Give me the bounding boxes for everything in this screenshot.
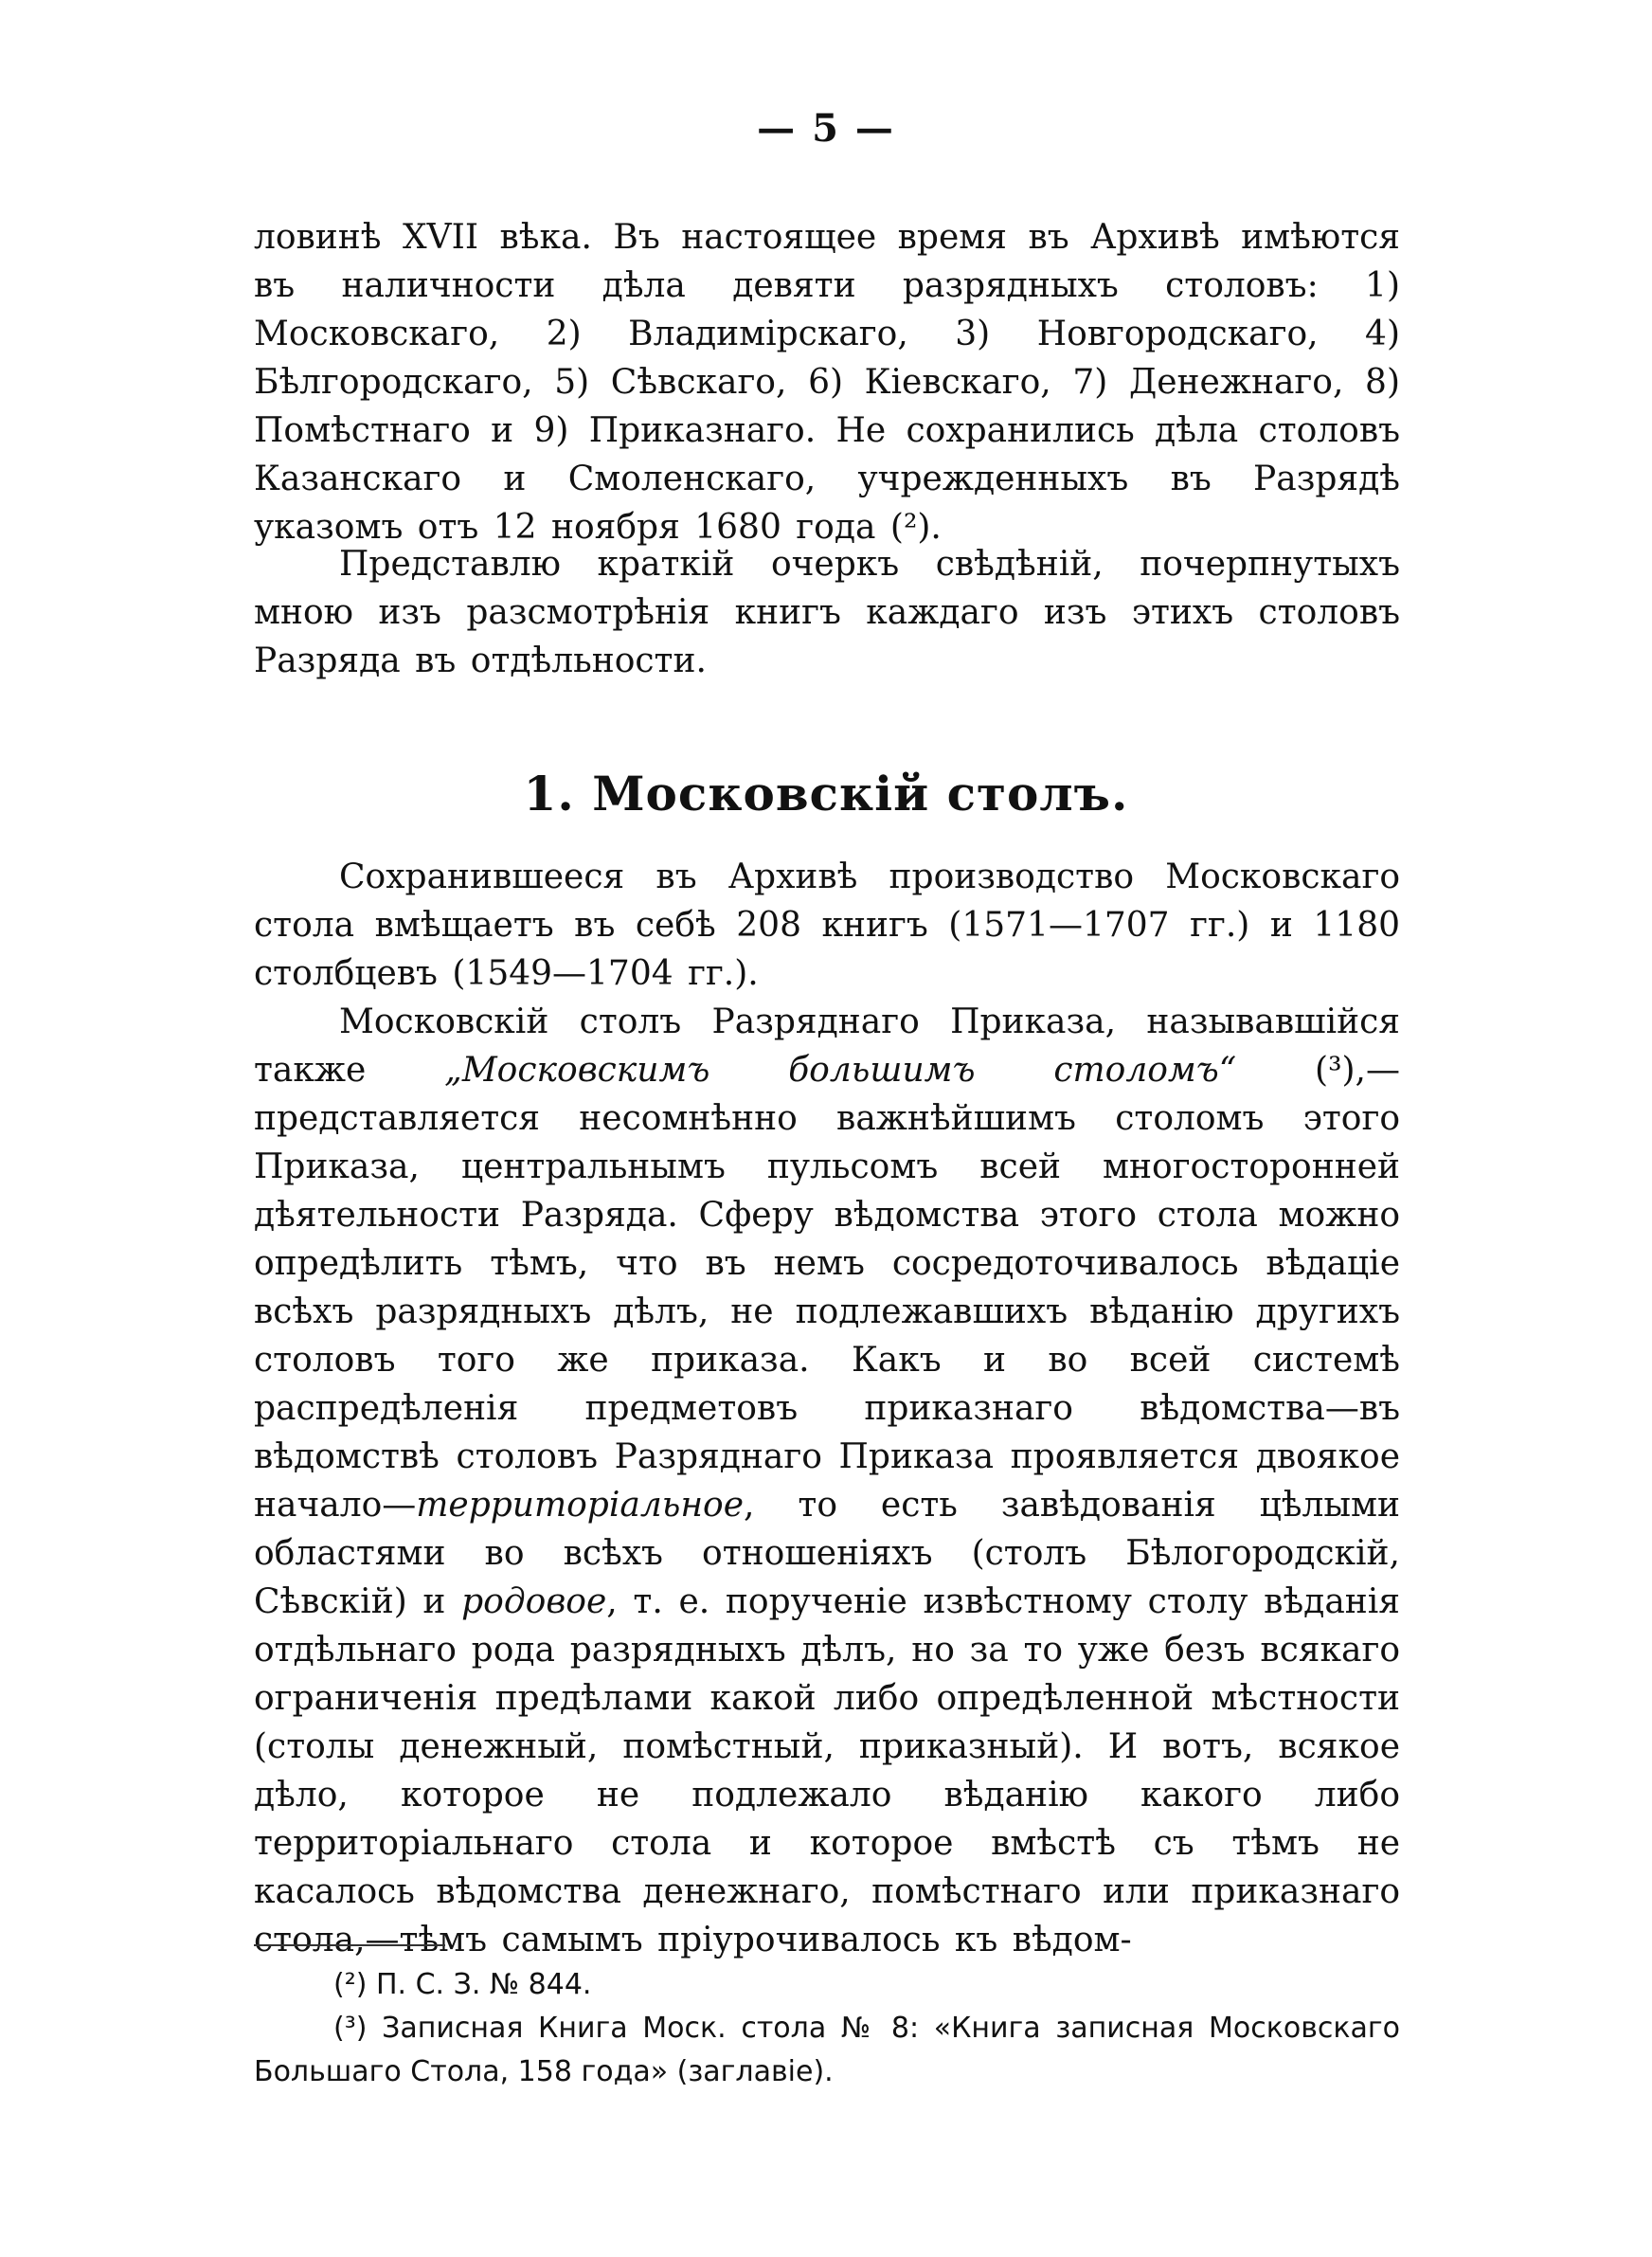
footnotes: [254, 1963, 1400, 2094]
italic-phrase: территоріальное: [416, 1486, 745, 1525]
paragraph-moscow-table: [254, 998, 1400, 1964]
paragraph-text-part: , т. е. порученіе извѣстному столу вѣданія отдѣльнаго рода разрядныхъ дѣлъ, но за то уже безъ всякаго ограниченія предѣлами какой либо опредѣленной мѣстности (столы денежный, помѣстный, приказный). И вотъ, всякое дѣло, которое не подлежало вѣданію какого либо территоріальнаго стола и которое вмѣстѣ съ тѣмъ не касалось вѣдомства денежнаго, помѣстнаго или приказнаго стола,—тѣмъ самымъ пріурочивалось къ вѣдом-: [254, 1582, 1401, 1959]
paragraph-intro: Представлю краткій очеркъ свѣдѣній, почерпнутыхъ мною изъ разсмотрѣнія книгъ каждаго изъ этихъ столовъ Разряда въ отдѣльности.: [254, 545, 1400, 680]
footnote-divider: [254, 1944, 445, 1946]
paragraph-text-part: Московскій столъ Разряднаго Приказа, называвшійся также: [254, 1002, 1400, 1090]
paragraph-archive-holdings: Сохранившееся въ Архивѣ производство Московскаго стола вмѣщаетъ въ себѣ 208 книгъ (1571—1707 гг.) и 1180 столбцевъ (1549—1704 гг.).: [254, 858, 1400, 993]
paragraph-text-part: (³),—представляется несомнѣнно важнѣйшимъ столомъ этого Приказа, центральнымъ пульсомъ всей многосторонней дѣятельности Разряда. Сферу вѣдомства этого стола можно опредѣлить тѣмъ, что въ немъ сосредоточивалось вѣдаціе всѣхъ разрядныхъ дѣлъ, не подлежавшихъ вѣданію другихъ столовъ того же приказа. Какъ и во всей системѣ распредѣленія предметовъ приказнаго вѣдомства—въ вѣдомствѣ столовъ Разряднаго Приказа проявляется двоякое начало—: [254, 1051, 1400, 1525]
footnote-item: (²) П. С. З. № 844.: [333, 1968, 592, 2001]
footnote-item: (³) Записная Книга Моск. стола № 8: «Книга записная Московскаго Большаго Стола, 158 года» (заглавіе).: [254, 2012, 1400, 2088]
paragraph-continued: ловинѣ XVII вѣка. Въ настоящее время въ Архивѣ имѣются въ наличности дѣла девяти разрядныхъ столовъ: 1) Московскаго, 2) Владимірскаго, 3) Новгородскаго, 4) Бѣлгородскаго, 5) Сѣвскаго, 6) Кіевскаго, 7) Денежнаго, 8) Помѣстнаго и 9) Приказнаго. Не сохранились дѣла столовъ Казанскаго и Смоленскаго, учрежденныхъ въ Разрядѣ указомъ отъ 12 ноября 1680 года (²).: [254, 218, 1400, 547]
page-number: — 5 —: [757, 106, 895, 151]
italic-phrase: „Московскимъ большимъ столомъ“: [444, 1051, 1237, 1090]
section-heading: 1. Московскій столъ.: [523, 766, 1129, 822]
paragraph-text-part: , то есть завѣдованія цѣлыми областями во всѣхъ отношеніяхъ (столъ Бѣлогородскій, Сѣвскій) и: [254, 1486, 1400, 1621]
italic-phrase: родовое: [461, 1582, 607, 1621]
